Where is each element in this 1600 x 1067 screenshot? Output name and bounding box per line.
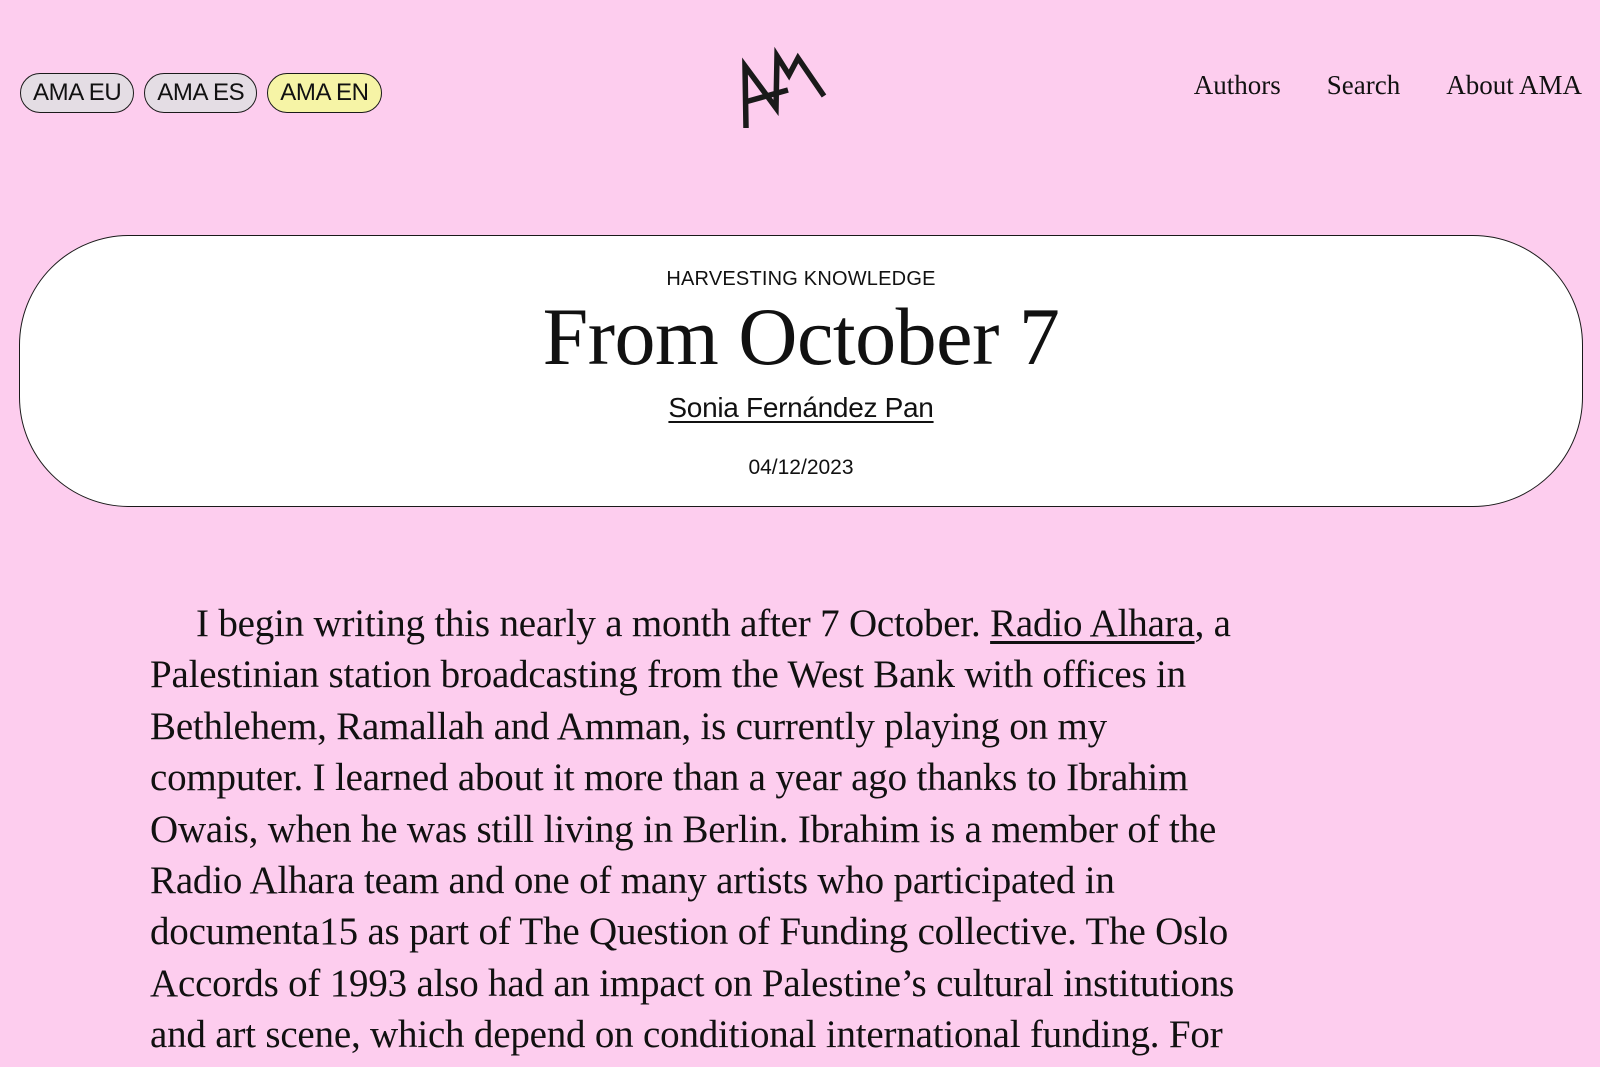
lang-pill-es[interactable]: AMA ES	[144, 73, 257, 113]
body-line: Accords of 1993 also had an impact on Palestine’s cultural institutions	[150, 961, 1235, 1005]
ama-logo-icon[interactable]	[740, 44, 840, 136]
article-body	[150, 598, 1440, 1061]
body-line: and art scene, which depend on conditional international funding. For	[150, 1013, 1223, 1057]
language-switcher	[20, 73, 382, 113]
body-line: Bethlehem, Ramallah and Amman, is currently playing on my	[150, 704, 1107, 748]
nav-search[interactable]: Search	[1326, 70, 1401, 100]
body-line: documenta15 as part of The Question of Funding collective. The Oslo	[150, 910, 1229, 954]
main-nav	[1194, 70, 1582, 101]
body-line: Owais, when he was still living in Berlin. Ibrahim is a member of the	[150, 807, 1217, 851]
body-line: Radio Alhara team and one of many artists who participated in	[150, 859, 1115, 903]
section-label: HARVESTING KNOWLEDGE	[666, 268, 936, 290]
author-byline	[20, 392, 1582, 424]
radio-alhara-link[interactable]: Radio Alhara	[990, 602, 1195, 645]
nav-about-ama[interactable]: About AMA	[1446, 70, 1582, 100]
lang-pill-eu[interactable]: AMA EU	[20, 73, 134, 113]
body-line: Palestinian station broadcasting from the West Bank with offices in	[150, 653, 1186, 697]
lang-pill-en[interactable]: AMA EN	[267, 73, 381, 113]
body-text: I begin writing this nearly a month after 7 October.	[196, 602, 991, 645]
publish-date: 04/12/2023	[748, 456, 854, 479]
body-line: computer. I learned about it more than a year ago thanks to Ibrahim	[150, 756, 1189, 800]
article-header-card	[19, 235, 1583, 507]
nav-authors[interactable]: Authors	[1193, 70, 1281, 100]
article-title: From October 7	[542, 291, 1060, 382]
body-line	[150, 598, 1440, 649]
body-text: , a	[1194, 602, 1231, 645]
author-link[interactable]: Sonia Fernández Pan	[668, 392, 934, 423]
